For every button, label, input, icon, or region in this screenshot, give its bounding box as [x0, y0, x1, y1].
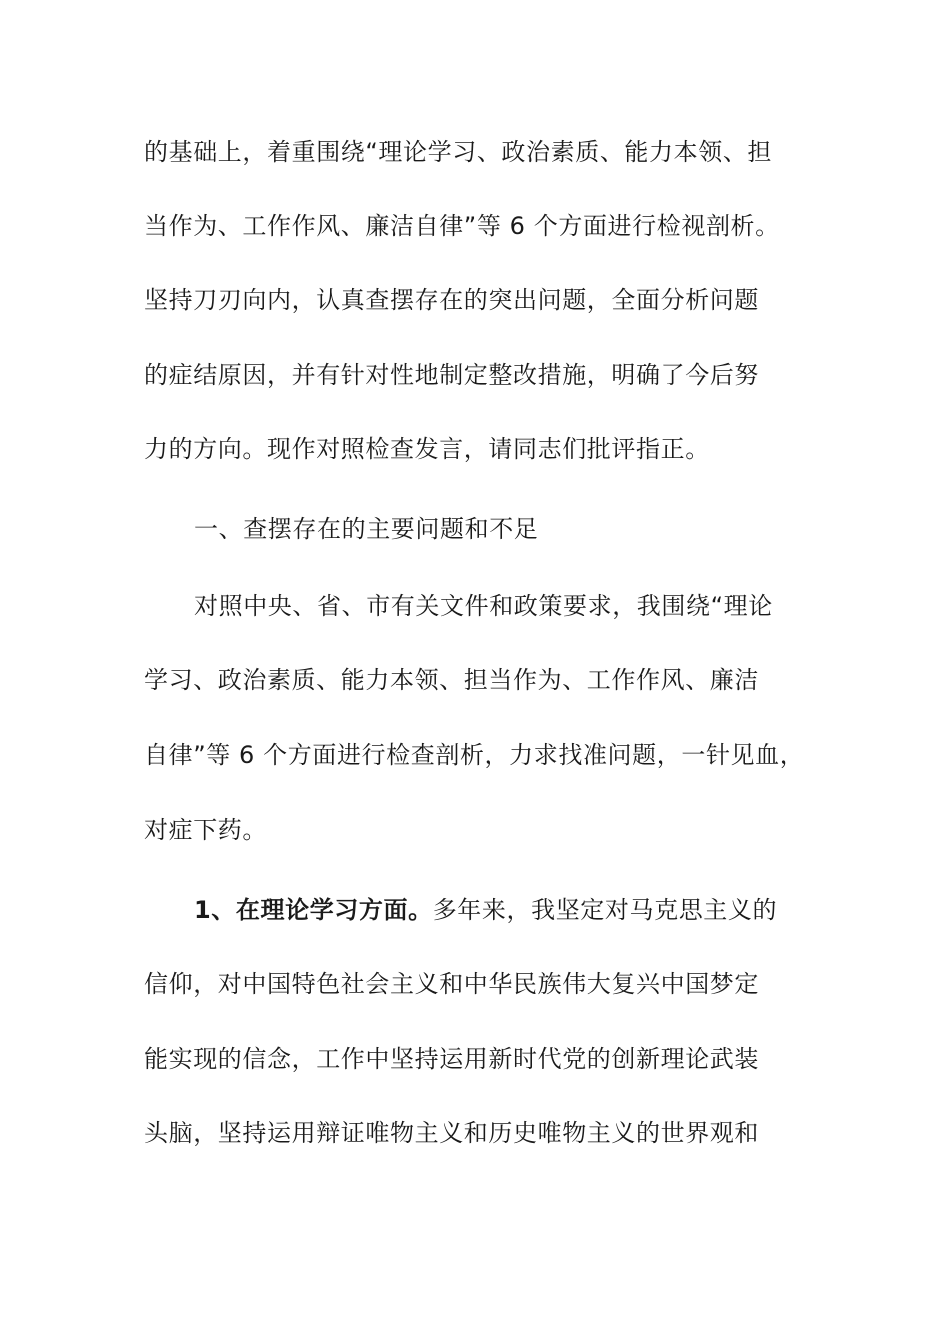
paragraph-line: 信仰，对中国特色社会主义和中华民族伟大复兴中国梦定 [144, 970, 759, 998]
paragraph-line: 坚持刀刃向内，认真查摆存在的突出问题，全面分析问题 [144, 286, 759, 314]
subsection-heading: 1、在理论学习方面。 [194, 896, 433, 924]
paragraph-line: 的症结原因，并有针对性地制定整改措施，明确了今后努 [144, 361, 759, 389]
paragraph-line: 对症下药。 [144, 816, 267, 844]
paragraph-line: 能实现的信念，工作中坚持运用新时代党的创新理论武装 [144, 1045, 759, 1073]
paragraph-line: 头脑，坚持运用辩证唯物主义和历史唯物主义的世界观和 [144, 1119, 759, 1147]
subsection-paragraph-line [194, 894, 894, 926]
paragraph-line: 力的方向。现作对照检查发言，请同志们批评指正。 [144, 435, 710, 463]
paragraph-line: 当作为、工作作风、廉洁自律”等 6 个方面进行检视剖析。 [144, 212, 780, 240]
paragraph-line: 学习、政治素质、能力本领、担当作为、工作作风、廉洁 [144, 666, 759, 694]
paragraph-line: 自律”等 6 个方面进行检查剖析，力求找准问题，一针见血， [144, 741, 805, 769]
paragraph-line: 的基础上，着重围绕“理论学习、政治素质、能力本领、担 [144, 138, 773, 166]
paragraph-line: 对照中央、省、市有关文件和政策要求，我围绕“理论 [194, 592, 773, 620]
paragraph-text: 多年来，我坚定对马克思主义的 [432, 896, 778, 924]
section-heading: 一、查摆存在的主要问题和不足 [194, 515, 539, 543]
